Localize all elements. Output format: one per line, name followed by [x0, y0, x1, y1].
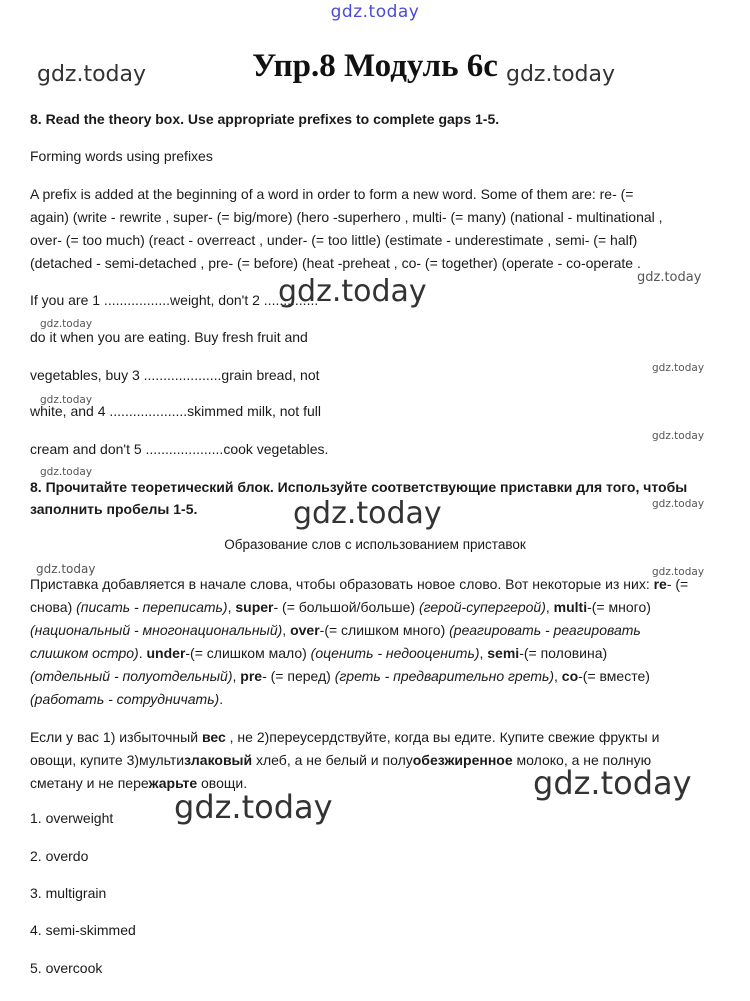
watermark: gdz.today: [40, 318, 93, 330]
watermark: gdz.today: [506, 62, 616, 87]
theory-heading-ru: Образование слов с использованием приставок: [224, 537, 526, 552]
theory-line: again) (write - rewrite , super- (= big/more) (hero -superhero , multi- (= many) (national - multinational ,: [30, 209, 663, 225]
theory-line: (detached - semi-detached , pre- (= before) (heat -preheat , co- (= together) (operate - co-operate .: [30, 255, 641, 271]
theory-line-ru: (работать - сотрудничать).: [30, 691, 224, 707]
translation-line: сметану и не пережарьте овощи.: [30, 775, 248, 791]
watermark: gdz.today: [36, 562, 96, 576]
theory-line-ru: снова) (писать - переписать), super- (= большой/больше) (герой-супергерой), multi-(= много): [30, 599, 651, 615]
answer-item: 2. overdo: [30, 848, 89, 864]
exercise-instruction-ru: 8. Прочитайте теоретический блок. Используйте соответствующие приставки для того, чтобы: [30, 479, 688, 495]
theory-heading-en: Forming words using prefixes: [30, 148, 213, 164]
gap-text-line: white, and 4 ....................skimmed milk, not full: [30, 403, 321, 419]
watermark: gdz.today: [533, 764, 692, 802]
theory-line-ru: слишком остро). under-(= слишком мало) (оценить - недооценить), semi-(= половина): [30, 645, 608, 661]
answer-item: 4. semi-skimmed: [30, 922, 136, 938]
gap-text-line: cream and don't 5 ....................cook vegetables.: [30, 441, 329, 457]
watermark: gdz.today: [637, 270, 702, 285]
watermark: gdz.today: [40, 394, 93, 406]
answer-item: 3. multigrain: [30, 885, 107, 901]
watermark: gdz.today: [174, 788, 333, 826]
page-title: Упр.8 Модуль 6c: [252, 48, 498, 84]
translation-line: овощи, купите 3)мультизлаковый хлеб, а не белый и полуобезжиренное молоко, а не полную: [30, 752, 652, 768]
watermark: gdz.today: [652, 498, 705, 510]
answer-item: 5. overcook: [30, 960, 103, 976]
watermark: gdz.today: [37, 62, 147, 87]
theory-line-ru: (национальный - многонациональный), over-(= слишком много) (реагировать - реагировать: [30, 622, 641, 638]
watermark: gdz.today: [652, 362, 705, 374]
theory-line: over- (= too much) (react - overreact , under- (= too little) (estimate - underestimate , semi- (= half): [30, 232, 638, 248]
watermark: gdz.today: [652, 566, 705, 578]
watermark: gdz.today: [40, 466, 93, 478]
watermark-top: gdz.today: [330, 2, 420, 22]
watermark: gdz.today: [293, 496, 442, 531]
gap-text-line: do it when you are eating. Buy fresh fruit and: [30, 329, 308, 345]
theory-line-ru: Приставка добавляется в начале слова, чтобы образовать новое слово. Вот некоторые из них: re- (=: [30, 576, 689, 592]
watermark: gdz.today: [652, 430, 705, 442]
theory-line-ru: (отдельный - полуотдельный), pre- (= перед) (греть - предварительно греть), co-(= вместе): [30, 668, 650, 684]
gap-text-line: vegetables, buy 3 ....................grain bread, not: [30, 367, 320, 383]
theory-line: A prefix is added at the beginning of a word in order to form a new word. Some of them are: re- (=: [30, 186, 634, 202]
exercise-instruction-ru: заполнить пробелы 1-5.: [30, 501, 198, 517]
gap-text-line: If you are 1 .................weight, don't 2 ..............: [30, 292, 319, 308]
watermark: gdz.today: [278, 274, 427, 309]
translation-line: Если у вас 1) избыточный вес , не 2)переусердствуйте, когда вы едите. Купите свежие фрукты и: [30, 729, 660, 745]
answer-item: 1. overweight: [30, 810, 114, 826]
exercise-instruction-en: 8. Read the theory box. Use appropriate prefixes to complete gaps 1-5.: [30, 111, 500, 127]
